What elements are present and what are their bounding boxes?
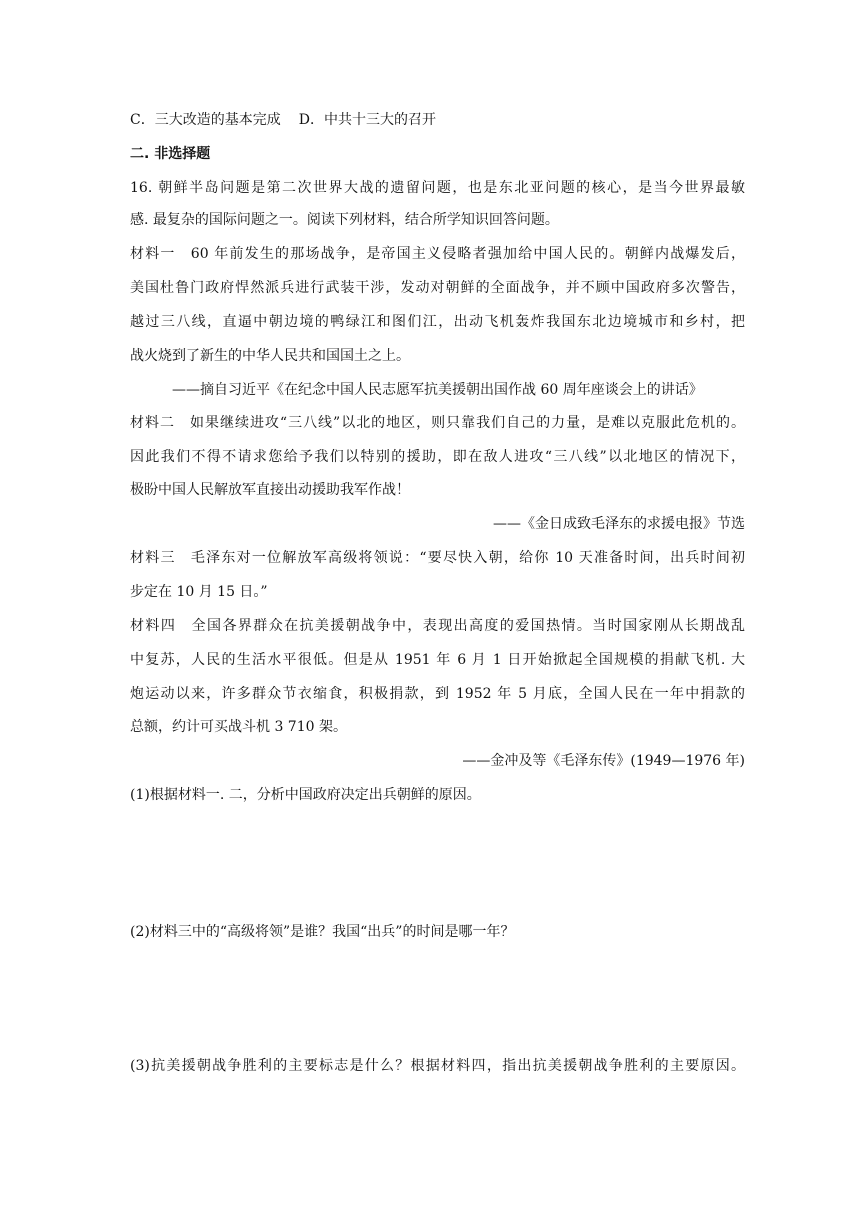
sub-question-1: (1)根据材料一. 二，分析中国政府决定出兵朝鲜的原因。	[130, 787, 481, 803]
question-intro-line-2: 感. 最复杂的国际问题之一。阅读下列材料，结合所学知识回答问题。	[130, 212, 559, 228]
material-4-line-4: 总额，约计可买战斗机 3 710 架。	[130, 719, 347, 735]
material-4-line-1: 材料四 全国各界群众在抗美援朝战争中，表现出高度的爱国热情。当时国家刚从长期战乱	[130, 618, 745, 634]
material-3-line-1: 材料三 毛泽东对一位解放军高级将领说：“要尽快入朝，给你 10 天准备时间，出兵时间初	[130, 550, 745, 566]
material-4-line-3: 炮运动以来，许多群众节衣缩食，积极捐款，到 1952 年 5 月底，全国人民在一年中捐款的	[130, 686, 745, 702]
material-2-line-2: 因此我们不得不请求您给予我们以特别的援助，即在敌人进攻“三八线”以北地区的情况下，	[130, 449, 745, 465]
material-4-source: ——金冲及等《毛泽东传》(1949—1976 年)	[462, 753, 745, 769]
question-intro-line-1: 16. 朝鲜半岛问题是第二次世界大战的遗留问题，也是东北亚问题的核心，是当今世界最敏	[130, 180, 745, 196]
section-title: 二. 非选择题	[130, 146, 211, 162]
material-2-source: ——《金日成致毛泽东的求援电报》节选	[493, 516, 745, 532]
option-d: D．中共十三大的召开	[298, 112, 436, 128]
sub-question-3: (3)抗美援朝战争胜利的主要标志是什么？根据材料四，指出抗美援朝战争胜利的主要原因。	[130, 1058, 745, 1074]
previous-options-line	[130, 110, 745, 130]
option-c: C．三大改造的基本完成	[130, 112, 281, 128]
material-2-line-1: 材料二 如果继续进攻“三八线”以北的地区，则只靠我们自己的力量，是难以克服此危机的。	[130, 415, 745, 431]
material-1-line-2: 美国杜鲁门政府悍然派兵进行武装干涉，发动对朝鲜的全面战争，并不顾中国政府多次警告，	[130, 280, 745, 296]
material-1-line-1: 材料一 60 年前发生的那场战争，是帝国主义侵略者强加给中国人民的。朝鲜内战爆发后，	[130, 246, 745, 262]
material-3-line-2: 步定在 10 月 15 日。”	[130, 584, 268, 600]
material-4-line-2: 中复苏，人民的生活水平很低。但是从 1951 年 6 月 1 日开始掀起全国规模的捐献飞机. 大	[130, 652, 745, 668]
material-1-source: ——摘自习近平《在纪念中国人民志愿军抗美援朝出国作战 60 周年座谈会上的讲话》	[172, 382, 703, 398]
sub-question-2: (2)材料三中的“高级将领”是谁？我国“出兵”的时间是哪一年？	[130, 924, 515, 940]
material-2-line-3: 极盼中国人民解放军直接出动援助我军作战！	[130, 482, 410, 498]
material-1-line-4: 战火烧到了新生的中华人民共和国国土之上。	[130, 348, 410, 364]
material-1-line-3: 越过三八线，直逼中朝边境的鸭绿江和图们江，出动飞机轰炸我国东北边境城市和乡村，把	[130, 314, 745, 330]
